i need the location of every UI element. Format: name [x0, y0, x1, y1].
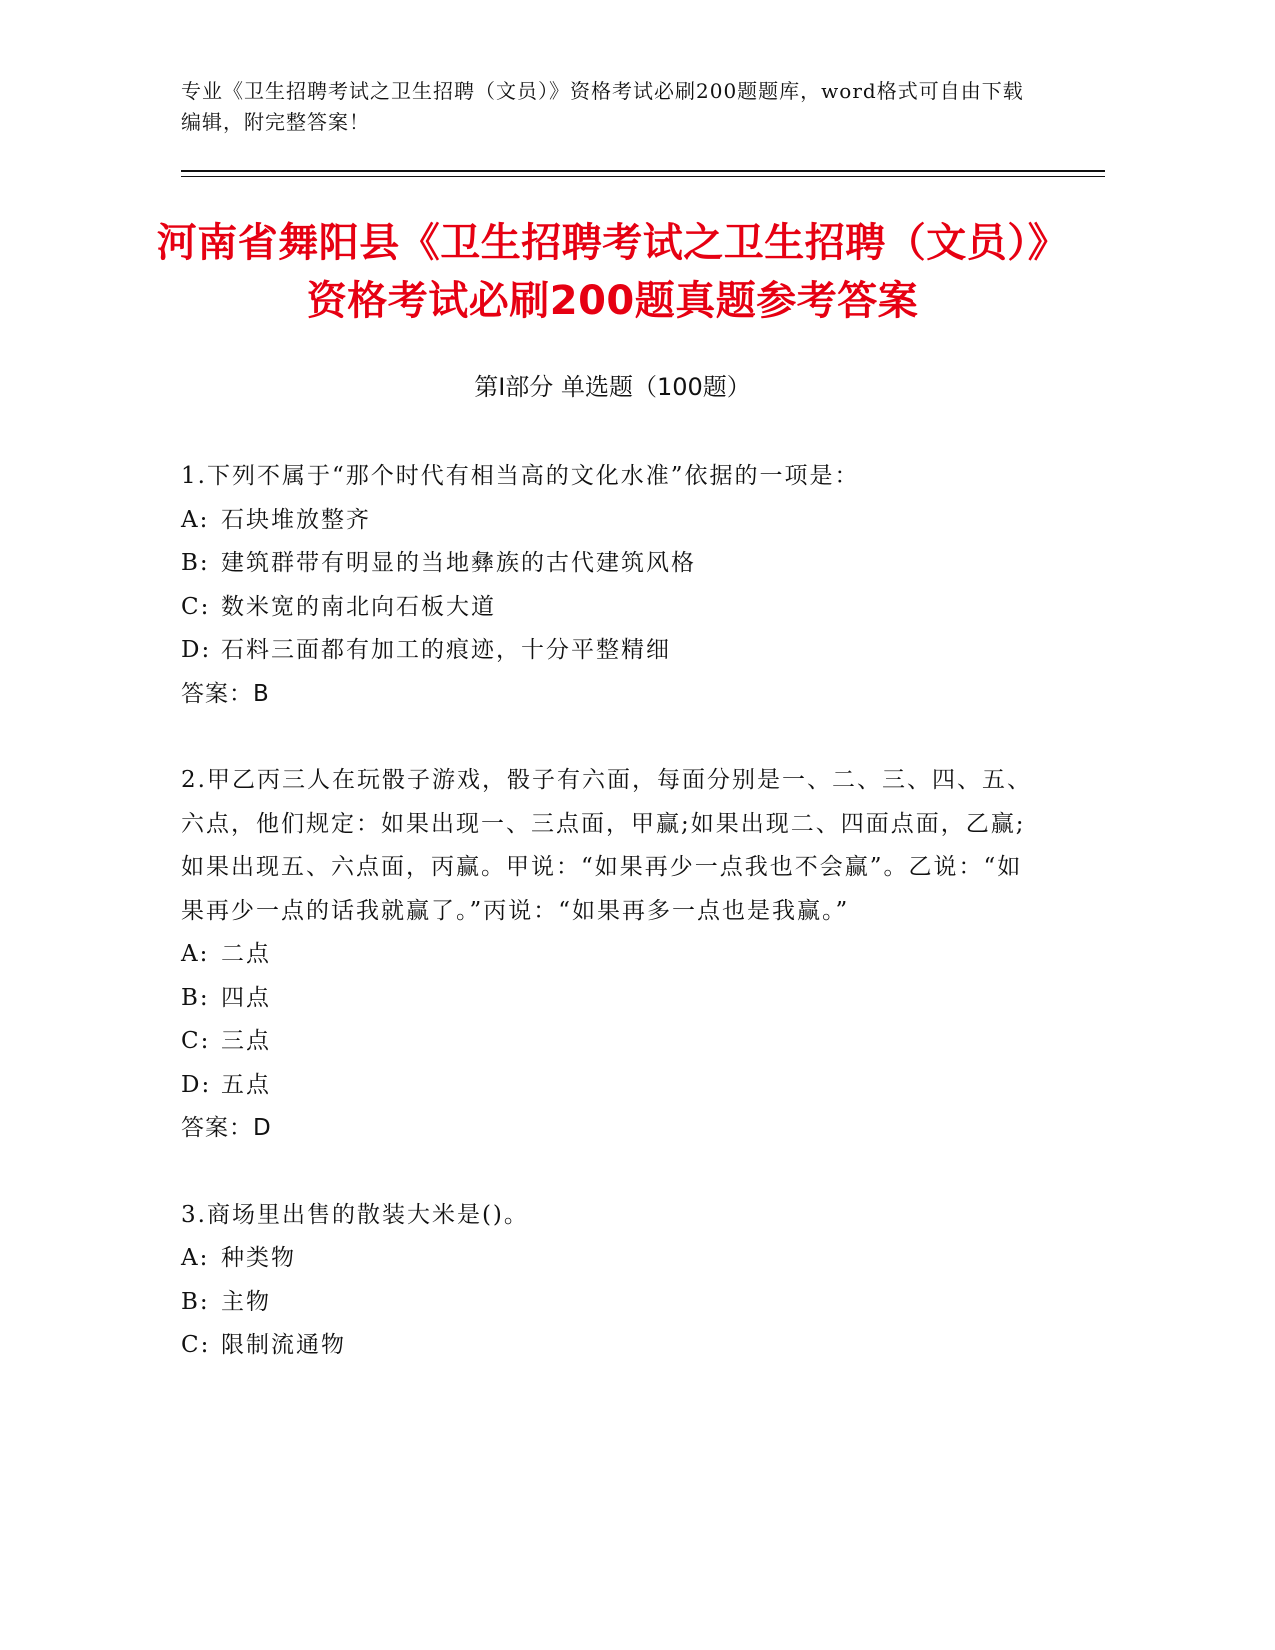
question-option-b [181, 542, 1041, 586]
option-text: 石料三面都有加工的痕迹，十分平整精细 [221, 637, 671, 663]
option-text: 四点 [221, 984, 271, 1011]
option-text: 五点 [221, 1071, 271, 1098]
question-text: 2.甲乙丙三人在玩骰子游戏，骰子有六面，每面分别是一、二、三、四、五、六点，他们规定：如果出现一、三点面，甲赢;如果出现二、四面点面，乙赢;如果出现五、六点面，丙赢。甲说：“如果再少一点我也不会赢”。乙说：“如果再少一点的话我就赢了。”丙说：“如果再多一点也是我赢。” [181, 767, 1032, 924]
header-divider-thick [181, 170, 1105, 172]
option-text: 二点 [221, 941, 271, 967]
option-letter: A: [181, 506, 210, 533]
option-text: 限制流通物 [221, 1332, 346, 1358]
header-divider-thin [181, 176, 1105, 177]
question-text: 3.商场里出售的散装大米是()。 [181, 1201, 529, 1228]
option-text: 建筑群带有明显的当地彝族的古代建筑风格 [221, 550, 696, 576]
option-letter: D: [181, 1071, 212, 1098]
option-text: 三点 [221, 1028, 271, 1054]
question-option-a [181, 933, 1041, 977]
option-text: 石块堆放整齐 [221, 506, 371, 533]
question-option-b [181, 1281, 1041, 1325]
question-option-b [181, 977, 1041, 1021]
question-1 [181, 455, 1041, 716]
option-letter: C: [181, 593, 211, 620]
option-letter: B: [181, 550, 210, 576]
option-text: 主物 [221, 1288, 271, 1315]
option-letter: A: [181, 1245, 210, 1271]
question-option-c [181, 586, 1041, 630]
question-option-a [181, 1237, 1041, 1281]
option-letter: B: [181, 1288, 210, 1315]
option-letter: C: [181, 1332, 211, 1358]
header-note: 专业《卫生招聘考试之卫生招聘（文员）》资格考试必刷200题题库，word格式可自由下载编辑，附完整答案！ [181, 79, 1024, 134]
question-option-c [181, 1020, 1041, 1064]
option-letter: D: [181, 637, 212, 663]
questions-list [181, 455, 1041, 1411]
question-option-c [181, 1324, 1041, 1368]
document-title: 河南省舞阳县《卫生招聘考试之卫生招聘（文员）》资格考试必刷200题真题参考答案 [156, 220, 1069, 324]
question-answer: 答案：B [181, 680, 270, 707]
section-title: 第Ⅰ部分 单选题（100题） [474, 373, 751, 401]
option-letter: A: [181, 941, 210, 967]
question-option-d [181, 1064, 1041, 1108]
question-text: 1.下列不属于“那个时代有相当高的文化水准”依据的一项是： [181, 463, 860, 489]
question-3 [181, 1194, 1041, 1368]
option-letter: B: [181, 984, 210, 1011]
question-option-d [181, 629, 1041, 673]
question-option-a [181, 499, 1041, 543]
question-2 [181, 759, 1041, 1151]
option-text: 种类物 [221, 1245, 296, 1271]
question-answer: 答案：D [181, 1115, 272, 1141]
option-text: 数米宽的南北向石板大道 [221, 593, 496, 620]
option-letter: C: [181, 1028, 211, 1054]
